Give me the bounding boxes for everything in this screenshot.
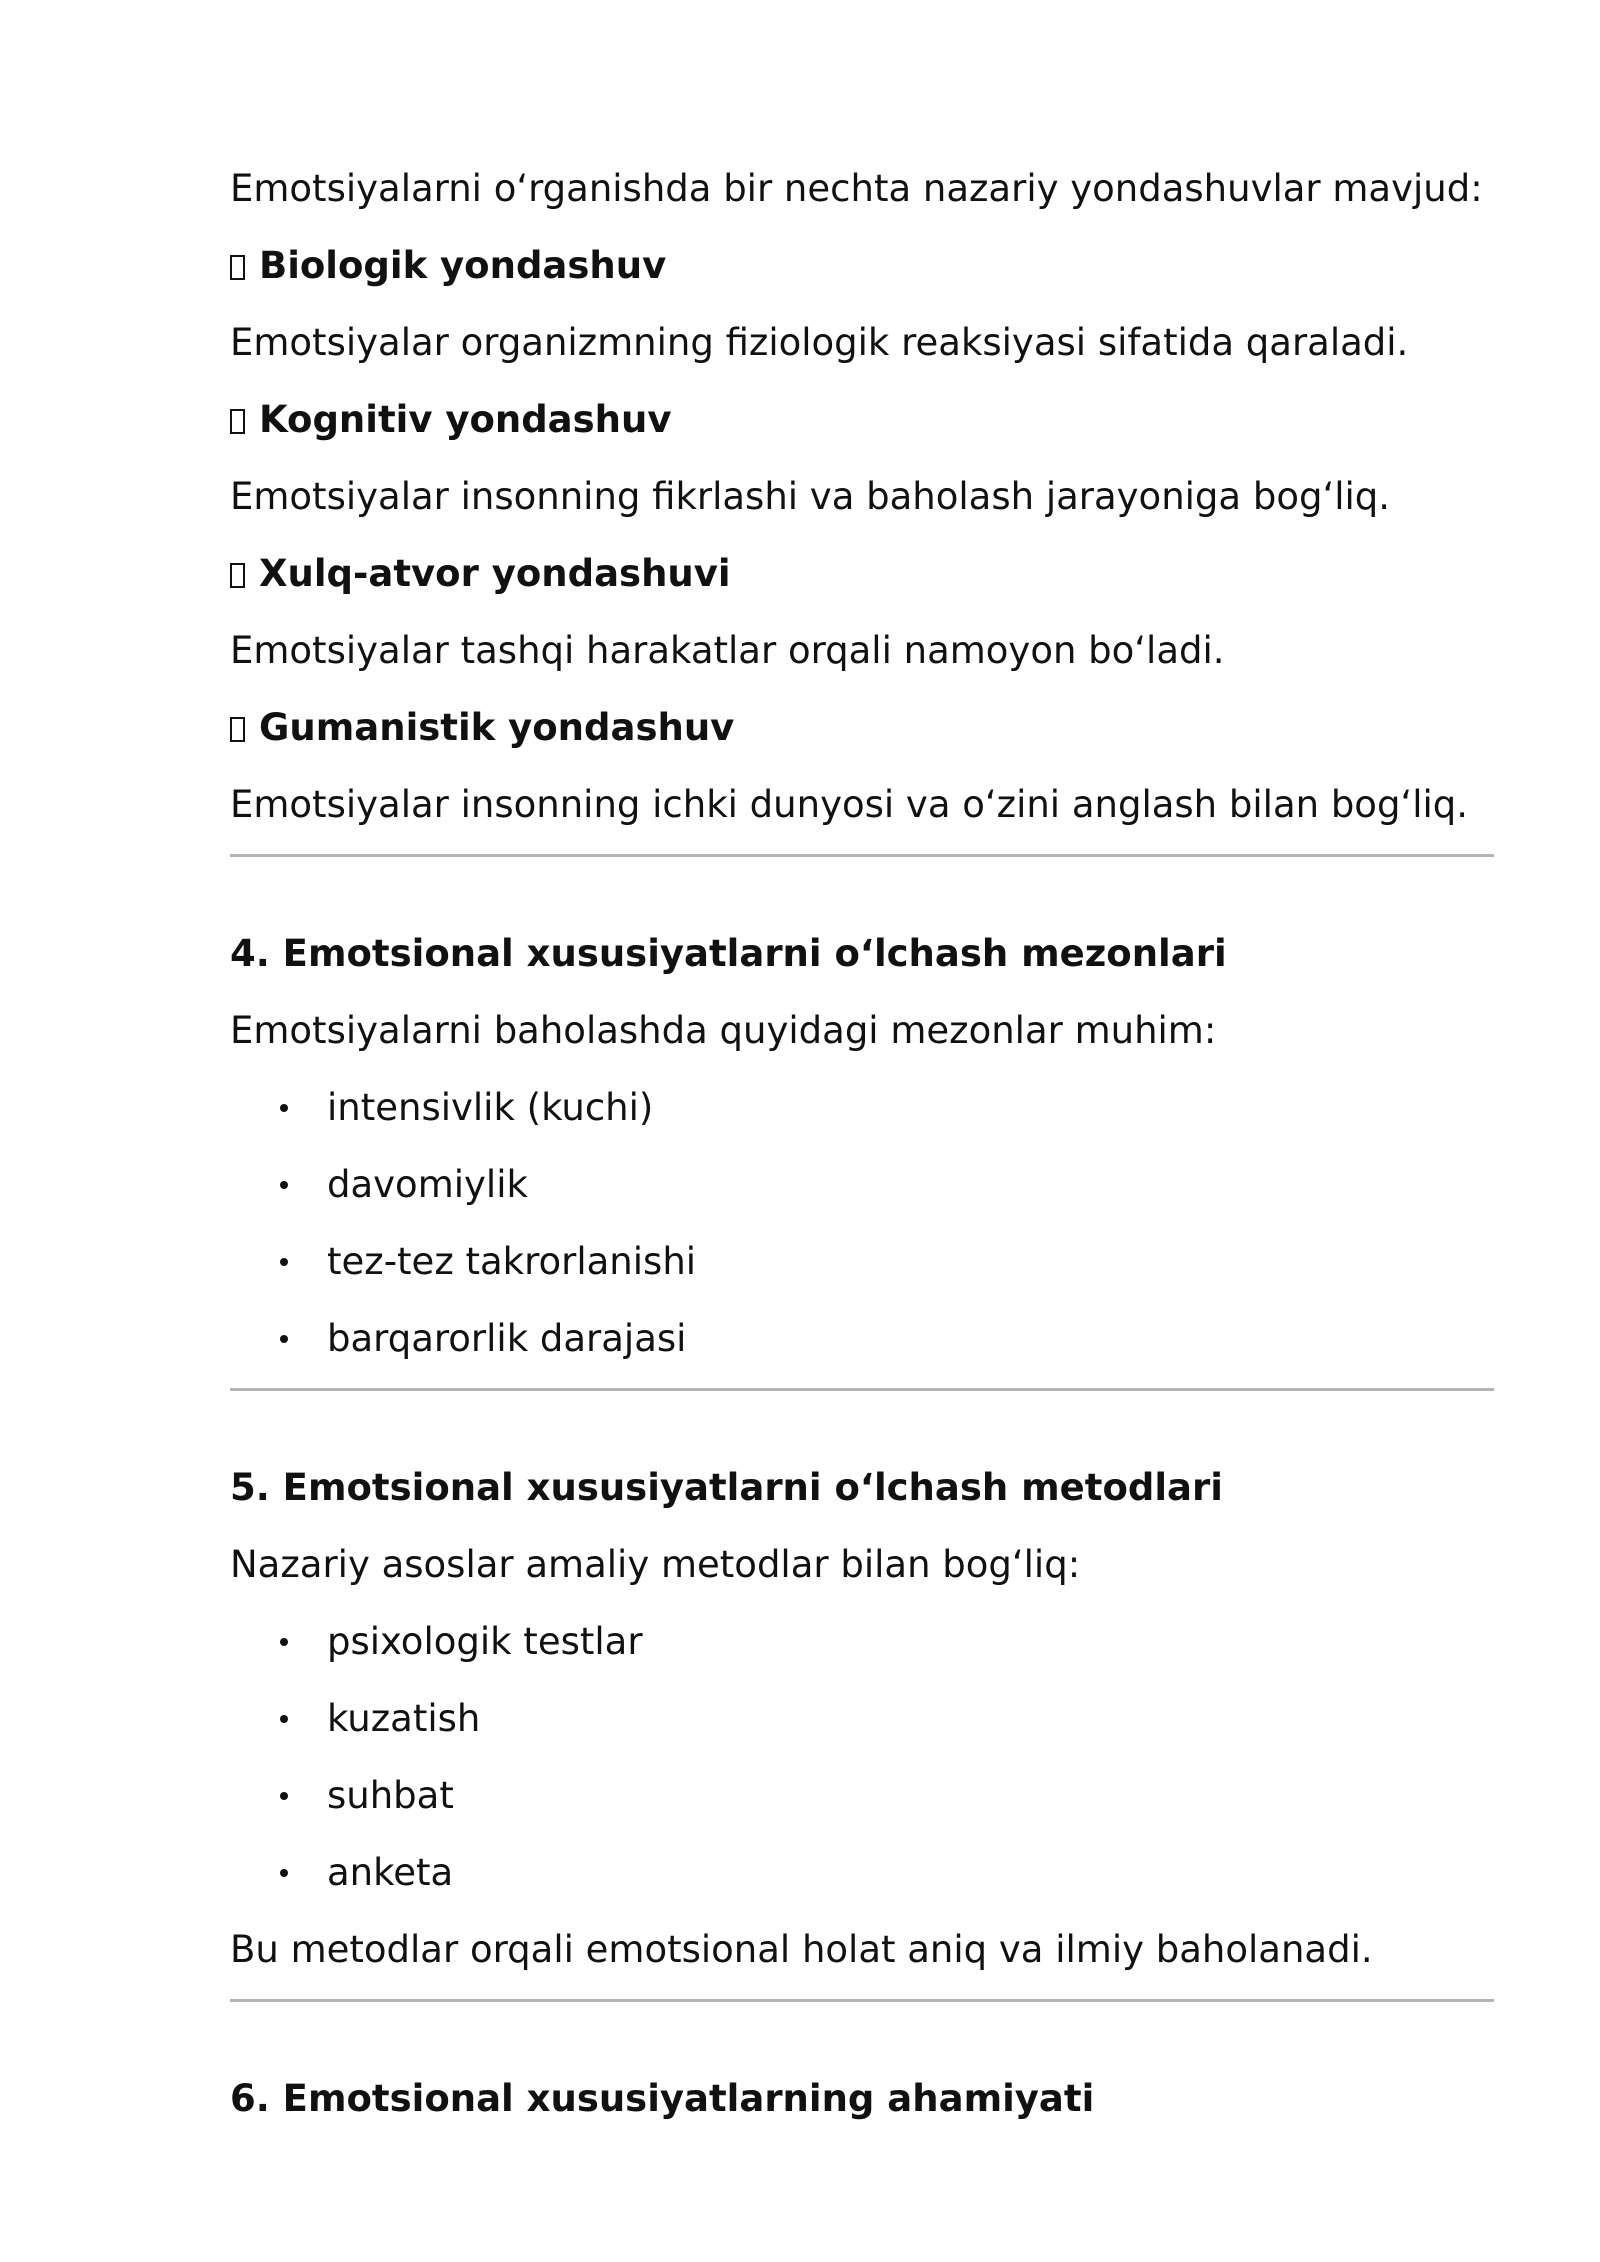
list-item-text: intensivlik (kuchi)	[327, 1086, 654, 1129]
horizontal-divider	[230, 854, 1494, 857]
criteria-list	[230, 1069, 1494, 1377]
approach-title: Biologik yondashuv	[259, 244, 667, 287]
approach-description: Emotsiyalar insonning fikrlashi va baholash jarayoniga bogʻliq.	[230, 475, 1391, 518]
approach-title: Kognitiv yondashuv	[259, 398, 672, 441]
approach-description: Emotsiyalar organizmning fiziologik reaksiyasi sifatida qaraladi.	[230, 321, 1409, 364]
approach-item	[230, 535, 1494, 689]
list-item-text: barqarorlik darajasi	[327, 1317, 687, 1360]
approach-item	[230, 689, 1494, 843]
list-item-text: psixologik testlar	[327, 1620, 643, 1663]
approach-item	[230, 381, 1494, 535]
missing-glyph-icon	[230, 717, 245, 742]
bullet-icon	[280, 1104, 288, 1112]
list-item	[230, 1300, 1494, 1377]
missing-glyph-icon	[230, 563, 245, 588]
section-heading: 6. Emotsional xususiyatlarning ahamiyati	[230, 2077, 1095, 2120]
list-item	[230, 1223, 1494, 1300]
approach-title: Gumanistik yondashuv	[259, 706, 735, 749]
bullet-icon	[280, 1869, 288, 1877]
list-item	[230, 1603, 1494, 1680]
approach-description: Emotsiyalar tashqi harakatlar orqali namoyon boʻladi.	[230, 629, 1225, 672]
list-item-text: davomiylik	[327, 1163, 528, 1206]
bullet-icon	[280, 1181, 288, 1189]
list-item	[230, 1146, 1494, 1223]
missing-glyph-icon	[230, 409, 245, 434]
horizontal-divider	[230, 1999, 1494, 2002]
section-intro: Nazariy asoslar amaliy metodlar bilan bogʻliq:	[230, 1543, 1081, 1586]
bullet-icon	[280, 1258, 288, 1266]
approach-description: Emotsiyalar insonning ichki dunyosi va oʻzini anglash bilan bogʻliq.	[230, 783, 1469, 826]
approach-heading	[230, 689, 1494, 766]
horizontal-divider	[230, 1388, 1494, 1391]
section-heading: 4. Emotsional xususiyatlarni oʻlchash mezonlari	[230, 932, 1227, 975]
list-item	[230, 1834, 1494, 1911]
bullet-icon	[280, 1638, 288, 1646]
approach-title: Xulq-atvor yondashuvi	[259, 552, 731, 595]
list-item-text: kuzatish	[327, 1697, 481, 1740]
list-item-text: anketa	[327, 1851, 454, 1894]
bullet-icon	[280, 1792, 288, 1800]
section-outro: Bu metodlar orqali emotsional holat aniq va ilmiy baholanadi.	[230, 1928, 1373, 1971]
list-item	[230, 1757, 1494, 1834]
section-intro: Emotsiyalarni baholashda quyidagi mezonlar muhim:	[230, 1009, 1217, 1052]
missing-glyph-icon	[230, 255, 245, 280]
list-item-text: tez-tez takrorlanishi	[327, 1240, 697, 1283]
bullet-icon	[280, 1715, 288, 1723]
list-item	[230, 1680, 1494, 1757]
methods-list	[230, 1603, 1494, 1911]
intro-paragraph: Emotsiyalarni oʻrganishda bir nechta nazariy yondashuvlar mavjud:	[230, 167, 1483, 210]
bullet-icon	[280, 1335, 288, 1343]
approach-heading	[230, 535, 1494, 612]
section-heading: 5. Emotsional xususiyatlarni oʻlchash metodlari	[230, 1466, 1223, 1509]
list-item	[230, 1069, 1494, 1146]
approach-heading	[230, 381, 1494, 458]
approach-item	[230, 227, 1494, 381]
list-item-text: suhbat	[327, 1774, 454, 1817]
document-content	[230, 150, 1494, 2137]
approach-heading	[230, 227, 1494, 304]
